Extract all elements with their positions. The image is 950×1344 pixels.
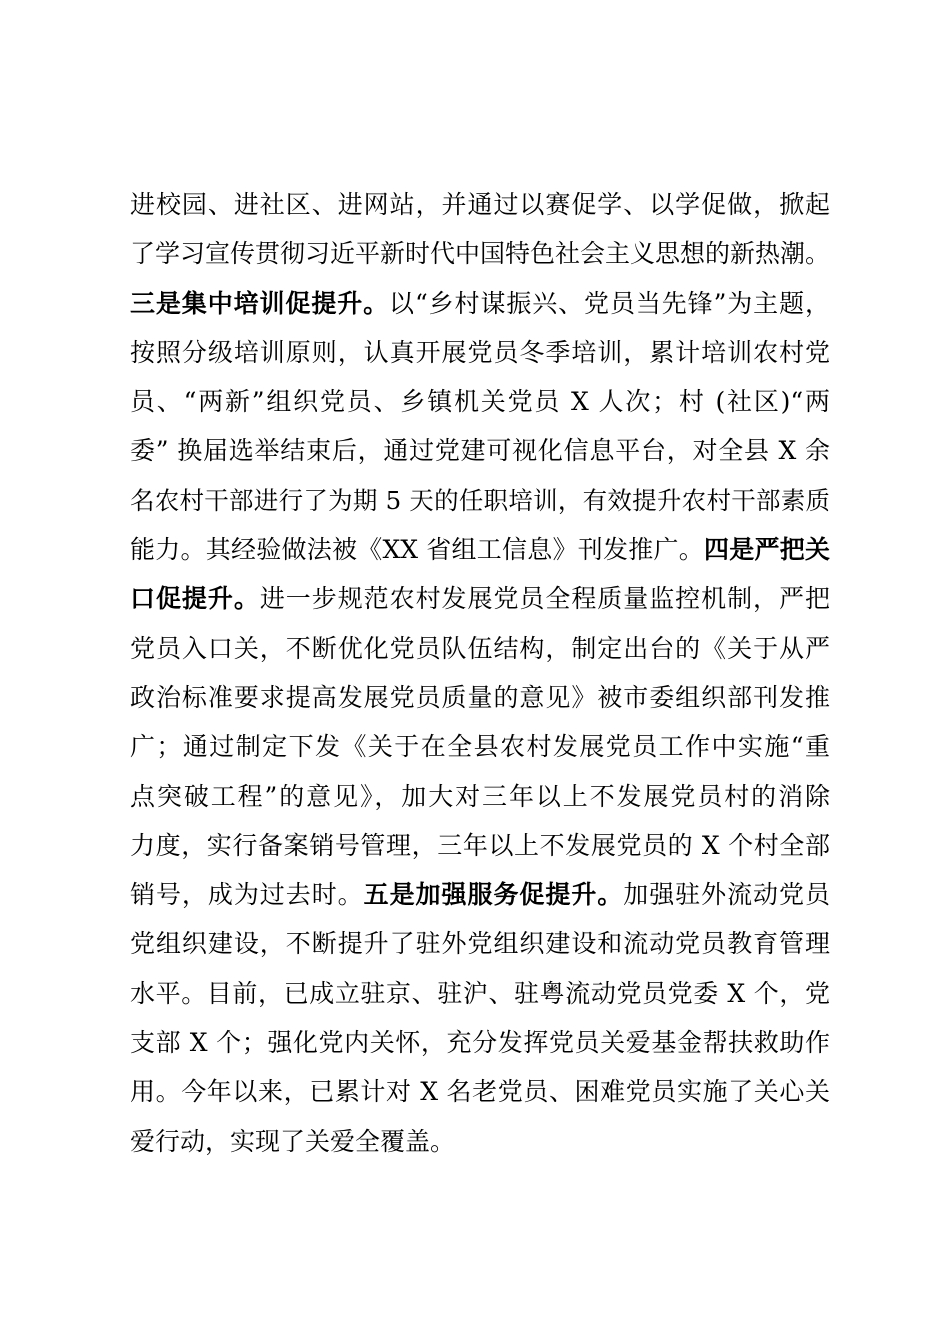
- text-segment: 党员入口关，不断优化党员队伍结构，制定出台的《关于从严: [130, 633, 830, 663]
- text-line: [130, 279, 830, 328]
- text-line: [130, 525, 830, 574]
- text-line: [130, 377, 830, 426]
- text-segment: 按照分级培训原则，认真开展党员冬季培训，累计培训农村党: [130, 337, 830, 367]
- text-segment: 爱行动，实现了关爱全覆盖。: [130, 1126, 456, 1156]
- text-line: [130, 1067, 830, 1116]
- text-segment: 广；通过制定下发《关于在全县农村发展党员工作中实施“重: [130, 732, 830, 762]
- text-line: [130, 328, 830, 377]
- text-line: [130, 229, 830, 278]
- text-segment: 政治标准要求提高发展党员质量的意见》被市委组织部刊发推: [130, 682, 830, 712]
- text-segment: 党组织建设，不断提升了驻外党组织建设和流动党员教育管理: [130, 929, 830, 959]
- text-line: [130, 180, 830, 229]
- bold-heading-phrase: 五是加强服务促提升。: [363, 880, 624, 910]
- text-segment: 了学习宣传贯彻习近平新时代中国特色社会主义思想的新热潮。: [130, 239, 831, 269]
- text-segment: 销号，成为过去时。: [130, 880, 364, 910]
- text-line: [130, 426, 830, 475]
- text-segment: 能力。其经验做法被《XX 省组工信息》刊发推广。: [130, 535, 704, 565]
- text-segment: 用。今年以来，已累计对 X 名老党员、困难党员实施了关心关: [130, 1077, 830, 1107]
- text-line: [130, 919, 830, 968]
- text-line: [130, 772, 830, 821]
- text-segment: 委” 换届选举结束后，通过党建可视化信息平台，对全县 X 余: [130, 436, 830, 466]
- text-segment: 支部 X 个；强化党内关怀，充分发挥党员关爱基金帮扶救助作: [130, 1028, 830, 1058]
- text-line: [130, 1117, 830, 1166]
- text-line: [130, 476, 830, 525]
- bold-heading-phrase: 口促提升。: [130, 584, 260, 614]
- text-line: [130, 969, 830, 1018]
- text-segment: 力度，实行备案销号管理，三年以上不发展党员的 X 个村全部: [130, 830, 830, 860]
- text-segment: 加强驻外流动党员: [623, 880, 830, 910]
- body-paragraph: [130, 180, 830, 1166]
- text-line: [130, 574, 830, 623]
- text-segment: 进校园、进社区、进网站，并通过以赛促学、以学促做，掀起: [130, 190, 830, 219]
- text-segment: 以“乡村谋振兴、党员当先锋”为主题，: [389, 288, 830, 318]
- text-line: [130, 624, 830, 673]
- text-line: [130, 722, 830, 771]
- text-segment: 水平。目前，已成立驻京、驻沪、驻粤流动党员党委 X 个，党: [130, 978, 830, 1008]
- text-line: [130, 1018, 830, 1067]
- bold-heading-phrase: 三是集中培训促提升。: [130, 288, 390, 318]
- text-segment: 点突破工程”的意见》，加大对三年以上不发展党员村的消除: [130, 781, 830, 811]
- text-segment: 进一步规范农村发展党员全程质量监控机制，严把: [259, 584, 830, 614]
- text-segment: 名农村干部进行了为期 5 天的任职培训，有效提升农村干部素质: [130, 485, 830, 515]
- text-line: [130, 673, 830, 722]
- text-line: [130, 821, 830, 870]
- text-line: [130, 870, 830, 919]
- text-segment: 员、“两新”组织党员、乡镇机关党员 X 人次；村 (社区)“两: [130, 387, 830, 417]
- bold-heading-phrase: 四是严把关: [704, 535, 830, 565]
